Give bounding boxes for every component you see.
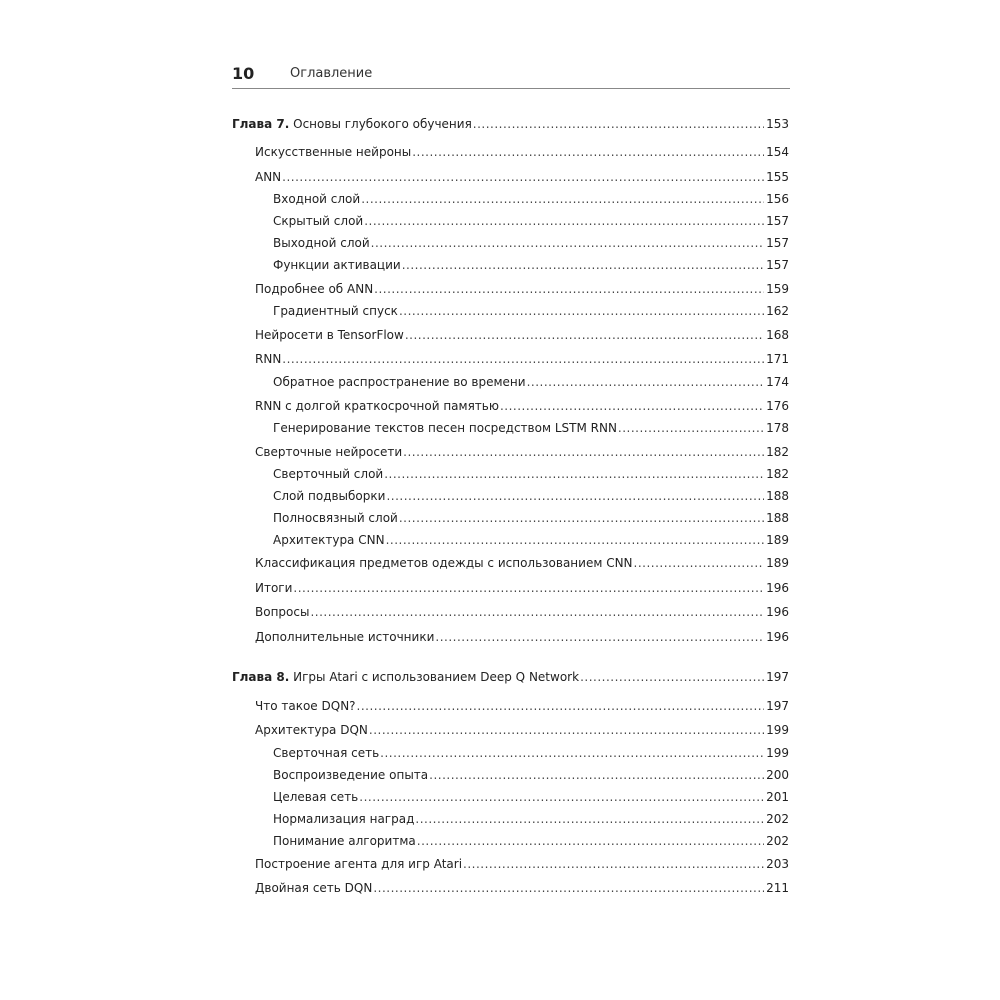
- toc-entry: [255, 170, 789, 188]
- entry-title-text: Подробнее об ANN: [255, 282, 374, 296]
- toc-entry: [255, 445, 789, 463]
- toc-entry: [255, 399, 789, 417]
- entry-title-text: Нормализация наград: [273, 812, 415, 826]
- dot-leader: [357, 699, 765, 713]
- entry-title-text: Архитектура DQN: [255, 723, 368, 737]
- toc-entry: [273, 304, 789, 322]
- entry-title-text: Классификация предметов одежды с использованием CNN: [255, 556, 633, 570]
- entry-title-text: RNN: [255, 352, 282, 366]
- entry-title-text: ANN: [255, 170, 282, 184]
- dot-leader: [371, 236, 764, 250]
- toc-entry: [255, 699, 789, 717]
- entry-page-number: 154: [766, 145, 789, 159]
- entry-title-text: Построение агента для игр Atari: [255, 857, 463, 871]
- entry-title: [273, 467, 383, 481]
- entry-title-text: RNN с долгой краткосрочной памятью: [255, 399, 499, 413]
- entry-page-number: 211: [766, 881, 789, 895]
- dot-leader: [634, 556, 765, 570]
- toc-entry: [273, 214, 789, 232]
- entry-title-text: Понимание алгоритма: [273, 834, 416, 848]
- toc-entry: [255, 282, 789, 300]
- entry-title: [255, 581, 292, 595]
- toc-entry: [273, 192, 789, 210]
- entry-title-text: Игры Atari с использованием Deep Q Network: [293, 670, 580, 684]
- entry-title-text: Градиентный спуск: [273, 304, 398, 318]
- entry-page-number: 196: [766, 581, 789, 595]
- entry-title: [232, 117, 472, 131]
- entry-title: [273, 812, 414, 826]
- entry-page-number: 202: [766, 834, 789, 848]
- dot-leader: [403, 445, 764, 459]
- toc-entry: [255, 881, 789, 899]
- entry-title: [273, 768, 428, 782]
- entry-page-number: 188: [766, 511, 789, 525]
- toc-entry: [255, 328, 789, 346]
- dot-leader: [435, 630, 764, 644]
- entry-title: [273, 258, 401, 272]
- entry-title: [273, 746, 379, 760]
- entry-title: [273, 214, 363, 228]
- entry-page-number: 188: [766, 489, 789, 503]
- toc-entry: [273, 812, 789, 830]
- dot-leader: [293, 581, 764, 595]
- entry-page-number: 200: [766, 768, 789, 782]
- toc-entry: [273, 421, 789, 439]
- toc-entry: [273, 511, 789, 529]
- toc-entry: [273, 375, 789, 393]
- entry-page-number: 178: [766, 421, 789, 435]
- entry-page-number: 168: [766, 328, 789, 342]
- entry-page-number: 197: [766, 699, 789, 713]
- entry-title-text: Двойная сеть DQN: [255, 881, 373, 895]
- entry-title: [273, 236, 370, 250]
- entry-title-text: Полносвязный слой: [273, 511, 398, 525]
- entry-page-number: 162: [766, 304, 789, 318]
- entry-page-number: 196: [766, 630, 789, 644]
- entry-title-text: Скрытый слой: [273, 214, 364, 228]
- dot-leader: [282, 352, 764, 366]
- entry-page-number: 157: [766, 214, 789, 228]
- dot-leader: [412, 145, 764, 159]
- entry-title: [255, 445, 402, 459]
- entry-title-text: Сверточные нейросети: [255, 445, 403, 459]
- entry-title: [255, 699, 356, 713]
- entry-title-text: Искусственные нейроны: [255, 145, 412, 159]
- dot-leader: [580, 670, 764, 684]
- entry-page-number: 182: [766, 445, 789, 459]
- entry-title: [255, 881, 372, 895]
- dot-leader: [417, 834, 764, 848]
- toc-entry: [255, 857, 789, 875]
- entry-title: [273, 192, 360, 206]
- entry-page-number: 196: [766, 605, 789, 619]
- toc-entry: [273, 746, 789, 764]
- entry-title-text: Слой подвыборки: [273, 489, 386, 503]
- toc-entry: [255, 723, 789, 741]
- toc-chapter-entry: [232, 670, 789, 688]
- toc-entry: [273, 489, 789, 507]
- toc-entry: [255, 581, 789, 599]
- entry-title-text: Функции активации: [273, 258, 401, 272]
- dot-leader: [386, 489, 764, 503]
- dot-leader: [384, 467, 764, 481]
- entry-page-number: 202: [766, 812, 789, 826]
- entry-title-text: Целевая сеть: [273, 790, 359, 804]
- dot-leader: [415, 812, 764, 826]
- entry-page-number: 203: [766, 857, 789, 871]
- running-header: [232, 64, 790, 89]
- chapter-label: Глава 8.: [232, 670, 290, 684]
- dot-leader: [527, 375, 765, 389]
- dot-leader: [500, 399, 764, 413]
- entry-title: [255, 630, 434, 644]
- entry-title: [273, 511, 398, 525]
- entry-title: [273, 533, 385, 547]
- entry-title: [273, 834, 416, 848]
- dot-leader: [618, 421, 764, 435]
- toc-entry: [273, 790, 789, 808]
- dot-leader: [399, 511, 764, 525]
- entry-page-number: 157: [766, 236, 789, 250]
- toc-entry: [273, 834, 789, 852]
- entry-title: [255, 857, 462, 871]
- entry-title-text: Дополнительные источники: [255, 630, 435, 644]
- entry-title: [255, 282, 373, 296]
- toc-chapter-entry: [232, 117, 789, 135]
- entry-page-number: 171: [766, 352, 789, 366]
- entry-title-text: Сверточная сеть: [273, 746, 380, 760]
- entry-page-number: 199: [766, 746, 789, 760]
- toc-entry: [273, 467, 789, 485]
- entry-title: [255, 352, 281, 366]
- entry-title: [255, 399, 499, 413]
- dot-leader: [361, 192, 764, 206]
- toc-entry: [255, 630, 789, 648]
- toc-entry: [273, 533, 789, 551]
- entry-title: [232, 670, 579, 684]
- entry-page-number: 176: [766, 399, 789, 413]
- entry-page-number: 189: [766, 556, 789, 570]
- entry-title-text: Воспроизведение опыта: [273, 768, 429, 782]
- entry-title: [273, 304, 398, 318]
- entry-page-number: 199: [766, 723, 789, 737]
- entry-page-number: 189: [766, 533, 789, 547]
- entry-page-number: 155: [766, 170, 789, 184]
- entry-title: [255, 556, 633, 570]
- entry-page-number: 174: [766, 375, 789, 389]
- entry-title-text: Итоги: [255, 581, 293, 595]
- dot-leader: [399, 304, 764, 318]
- entry-title: [273, 489, 385, 503]
- dot-leader: [310, 605, 764, 619]
- entry-title-text: Генерирование текстов песен посредством LSTM RNN: [273, 421, 617, 435]
- toc-entry: [273, 258, 789, 276]
- dot-leader: [380, 746, 764, 760]
- entry-title-text: Что такое DQN?: [255, 699, 356, 713]
- entry-title: [255, 328, 404, 342]
- dot-leader: [429, 768, 764, 782]
- toc-entry: [255, 556, 789, 574]
- dot-leader: [386, 533, 765, 547]
- entry-title: [255, 605, 309, 619]
- dot-leader: [473, 117, 764, 131]
- entry-page-number: 153: [766, 117, 789, 131]
- page-number: 10: [232, 64, 255, 83]
- running-title: Оглавление: [290, 66, 373, 81]
- dot-leader: [374, 282, 764, 296]
- dot-leader: [402, 258, 764, 272]
- entry-title-text: Сверточный слой: [273, 467, 384, 481]
- entry-title-text: Обратное распространение во времени: [273, 375, 526, 389]
- entry-title: [255, 723, 368, 737]
- entry-title-text: Нейросети в TensorFlow: [255, 328, 404, 342]
- toc-entry: [273, 768, 789, 786]
- toc-entry: [273, 236, 789, 254]
- dot-leader: [364, 214, 764, 228]
- dot-leader: [405, 328, 764, 342]
- entry-title-text: Основы глубокого обучения: [293, 117, 472, 131]
- dot-leader: [373, 881, 764, 895]
- entry-title-text: Вопросы: [255, 605, 310, 619]
- toc-entry: [255, 605, 789, 623]
- toc-entry: [255, 145, 789, 163]
- toc-entry: [255, 352, 789, 370]
- entry-title-text: Входной слой: [273, 192, 361, 206]
- entry-title: [273, 421, 617, 435]
- entry-title: [255, 145, 411, 159]
- entry-page-number: 157: [766, 258, 789, 272]
- entry-title: [273, 790, 358, 804]
- entry-title: [255, 170, 281, 184]
- entry-title: [273, 375, 526, 389]
- dot-leader: [463, 857, 764, 871]
- dot-leader: [282, 170, 764, 184]
- entry-page-number: 197: [766, 670, 789, 684]
- dot-leader: [369, 723, 764, 737]
- chapter-label: Глава 7.: [232, 117, 290, 131]
- entry-title-text: Архитектура CNN: [273, 533, 385, 547]
- dot-leader: [359, 790, 764, 804]
- entry-page-number: 156: [766, 192, 789, 206]
- entry-page-number: 159: [766, 282, 789, 296]
- entry-title-text: Выходной слой: [273, 236, 370, 250]
- entry-page-number: 201: [766, 790, 789, 804]
- entry-page-number: 182: [766, 467, 789, 481]
